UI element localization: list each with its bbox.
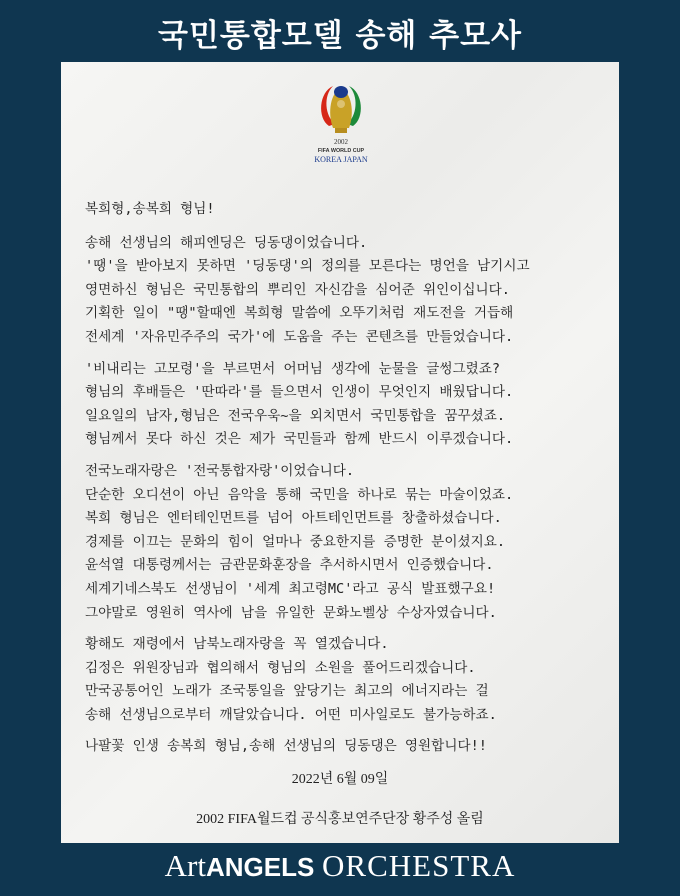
letter-line: 황해도 재령에서 남북노래자랑을 꼭 열겠습니다. <box>85 636 389 653</box>
letter-line: 복희 형님은 엔터테인먼트를 넘어 아트테인먼트를 창출하셨습니다. <box>85 510 502 527</box>
letter-line: '땡'을 받아보지 못하면 '딩동댕'의 정의를 모른다는 명언을 남기시고 <box>85 258 530 275</box>
letter-line: 단순한 오디션이 아닌 음악을 통해 국민을 하나로 묶는 마술이었죠. <box>85 486 514 503</box>
brand-orchestra: ORCHESTRA <box>322 848 516 883</box>
letter-line: 전국노래자랑은 '전국통합자랑'이었습니다. <box>85 462 355 479</box>
letter-paragraph <box>85 358 605 452</box>
letter-line: 그야말로 영원히 역사에 남을 유일한 문화노벨상 수상자였습니다. <box>85 604 497 621</box>
trophy-icon <box>321 86 361 133</box>
letter-date: 2022년 6월 09일 <box>291 772 389 787</box>
letter-line: 영면하신 형님은 국민통합의 뿌리인 자신감을 심어준 위인이십니다. <box>85 281 510 298</box>
letter-line: 김정은 위원장님과 협의해서 형님의 소원을 풀어드리겠습니다. <box>85 659 476 676</box>
letter-signature: 2002 FIFA월드컵 공식홍보연주단장 황주성 올림 <box>196 812 484 827</box>
logo-year: 2002 <box>334 138 348 146</box>
letter-line: 나팔꽃 인생 송복희 형님,송해 선생님의 딩동댕은 영원합니다!! <box>85 738 487 755</box>
letter-line: 복희형,송복희 형님! <box>85 201 215 217</box>
world-cup-emblem <box>309 78 373 172</box>
letter-paragraph <box>85 232 605 350</box>
letter-line: 형님께서 못다 하신 것은 제가 국민들과 함께 반드시 이루겠습니다. <box>85 431 514 448</box>
letter-line: 전세계 '자유민주주의 국가'에 도움을 주는 콘텐츠를 만들었습니다. <box>85 328 514 345</box>
footer-brand <box>0 848 680 884</box>
letter-body <box>85 198 605 767</box>
logo-line1: FIFA WORLD CUP <box>317 148 365 154</box>
letter-line: 형님의 후배들은 '딴따라'를 들으면서 인생이 무엇인지 배웠답니다. <box>85 384 514 401</box>
letter-paragraph <box>85 633 605 727</box>
brand-angels: ANGELS <box>205 852 315 882</box>
brand-art: Art <box>164 848 206 883</box>
letter-line: 만국공통어인 노래가 조국통일을 앞당기는 최고의 에너지라는 걸 <box>85 683 489 700</box>
letter-line: 송해 선생님의 해피엔딩은 딩동댕이었습니다. <box>85 234 368 251</box>
letter-line: 세계기네스북도 선생님이 '세계 최고령MC'라고 공식 발표했구요! <box>85 580 496 597</box>
letter-paragraph <box>85 460 605 625</box>
letter-paper <box>61 62 619 843</box>
letter-paragraph <box>85 735 605 759</box>
logo-line2: KOREA JAPAN <box>314 155 368 164</box>
letter-line: 윤석열 대통령께서는 금관문화훈장을 추서하시면서 인증했습니다. <box>85 557 494 574</box>
letter-line: 송해 선생님으로부터 깨달았습니다. 어떤 미사일로도 불가능하죠. <box>85 706 497 723</box>
letter-line: 경제를 이끄는 문화의 힘이 얼마나 중요한지를 증명한 분이셨지요. <box>85 533 506 550</box>
letter-line: 일요일의 남자,형님은 전국우욱~을 외치면서 국민통합을 꿈꾸셨죠. <box>85 407 506 424</box>
letter-line: 기획한 일이 "땡"할때엔 복희형 말씀에 오뚜기처럼 재도전을 거듭해 <box>85 305 514 322</box>
letter-paragraph <box>85 198 605 222</box>
page-title: 국민통합모델 송해 추모사 <box>158 18 522 54</box>
letter-line: '비내리는 고모령'을 부르면서 어머님 생각에 눈물을 글썽그렸죠? <box>85 360 501 377</box>
